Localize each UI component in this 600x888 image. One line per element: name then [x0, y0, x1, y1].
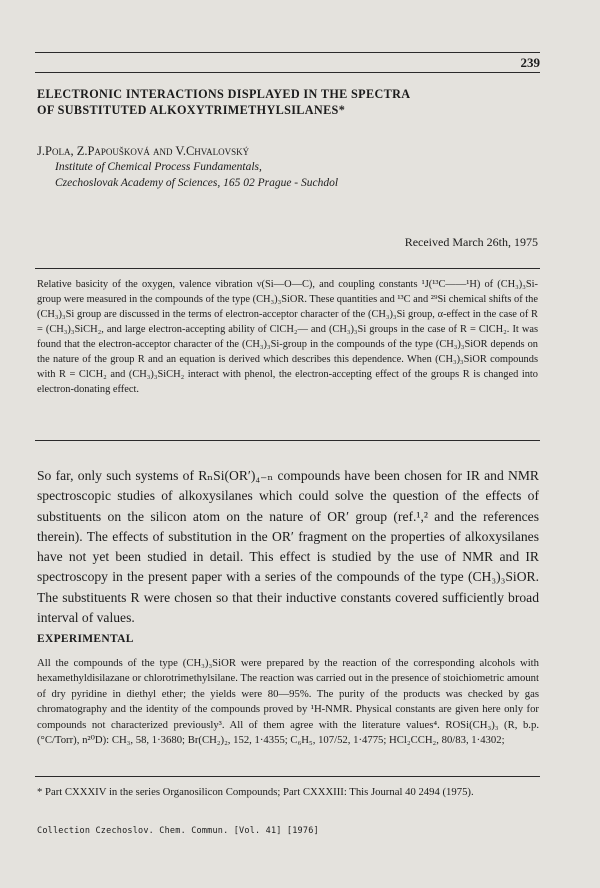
abstract-bottom-rule [35, 440, 540, 441]
experimental-paragraph: All the compounds of the type (CH₃)₃SiOR were prepared by the reaction of the corresponding alcohols with hexamethyldisilazane or chlorotrimethylsilane. The reaction was carried out in the presence of stoichiometric amount of dry pyridine in diethyl ether; the yields were 80—95%. The purity of the products was checked by gas chromatography and the identity of the compounds proved by ¹H-NMR. Physical constants are given here only for compounds not characterized previously³. All of them agree with the literature values⁴. ROSi(CH₃)₃ (R, b.p. (°C/Torr), n²⁰D): CH₃, 58, 1·3680; Br(CH₂)₂, 152, 1·4355; C₆H₅, 107/52, 1·4775; HCl₂CCH₂, 80/83, 1·4302; [37, 657, 539, 747]
section-heading-experimental: EXPERIMENTAL [37, 633, 134, 645]
top-rule [35, 52, 540, 53]
received-date: Received March 26th, 1975 [404, 235, 538, 249]
footnote: * Part CXXXIV in the series Organosilicon Compounds; Part CXXXIII: This Journal 40 2494 (1975). [37, 786, 474, 798]
affiliation-line-1: Institute of Chemical Process Fundamentals, [55, 161, 262, 173]
abstract: Relative basicity of the oxygen, valence vibration ν(Si—O—C), and coupling constants ¹J(¹³C——¹H) of (CH₃)₃Si-group were measured in the compounds of the type (CH₃)₃SiOR. These quantities and ¹³C and ²⁹Si chemical shifts of the (CH₃)₃Si group are discussed in the terms of electron-acceptor character of the (CH₃)₃Si group, α-effect in the case of R = (CH₃)₃SiCH₂, and large electron-accepting ability of ClCH₂— and (CH₃)₃Si groups in the case of R = ClCH₂. It was found that the electron-acceptor character of the (CH₃)₃Si-group in the compounds of the type (CH₃)₃SiOR depends on the nature of the group R and an equation is derived which describes this dependence. When (CH₃)₃SiOR compounds with R = ClCH₂ and (CH₃)₃SiCH₂ interact with phenol, the electron-accepting effect of the groups R is changed into electron-donating effect. [37, 279, 538, 395]
title-line-1: ELECTRONIC INTERACTIONS DISPLAYED IN THE SPECTRA [37, 87, 411, 101]
journal-footer: Collection Czechoslov. Chem. Commun. [Vol. 41] [1976] [37, 826, 319, 836]
abstract-top-rule [35, 268, 540, 269]
authors: J.Pola, Z.Papoušková and V.Chvalovský [37, 144, 250, 158]
footnote-rule [35, 776, 540, 777]
affiliation [55, 159, 338, 191]
affiliation-line-2: Czechoslovak Academy of Sciences, 165 02 Prague - Suchdol [55, 177, 339, 189]
title-line-2: OF SUBSTITUTED ALKOXYTRIMETHYLSILANES* [37, 103, 346, 117]
article-title [37, 86, 410, 118]
header-rule [35, 72, 540, 73]
introduction-paragraph: So far, only such systems of RₙSi(OR′)₄₋ₙ compounds have been chosen for IR and NMR spectroscopic studies of alkoxysilanes which could solve the question of the effects of substituents on the silicon atom on the nature of OR′ group (ref.¹,² and the references therein). The effects of substitution in the OR′ fragment on the properties of alkoxysilanes have not yet been studied in detail. This effect is studied by the use of NMR and IR spectroscopy in the present paper with a series of the compounds of the type (CH₃)₃SiOR. The substituents R were chosen so that their inductive constants covered sufficiently broad interval of values. [37, 468, 539, 626]
page-number: 239 [520, 55, 540, 70]
